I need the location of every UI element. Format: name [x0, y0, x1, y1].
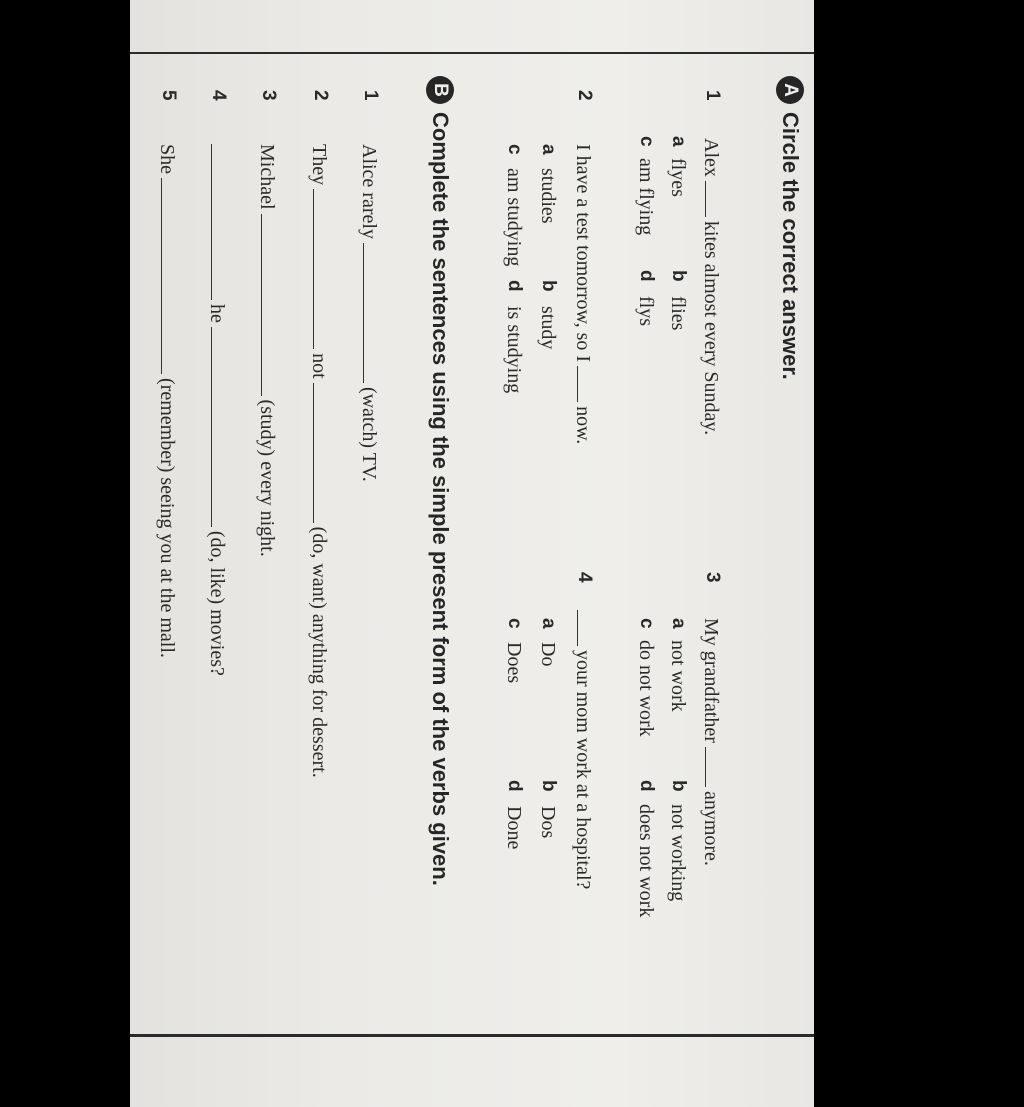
- item-3-part-2: (study) every night.: [256, 399, 278, 557]
- item-2-part-1: They: [308, 144, 330, 186]
- item-2-sentence: [307, 144, 332, 778]
- question-4-option-d[interactable]: Done: [503, 806, 525, 850]
- item-1-blank[interactable]: [363, 243, 382, 383]
- item-2-part-2: not: [308, 353, 330, 379]
- question-3-option-b[interactable]: not working: [667, 804, 689, 902]
- question-4-option-a[interactable]: Do: [537, 642, 559, 667]
- bottom-rule: [130, 1034, 814, 1037]
- question-1-number: 1: [702, 90, 723, 101]
- item-2-number: 2: [310, 90, 331, 101]
- question-2-before: I have a test tomorrow, so I: [572, 144, 594, 363]
- question-1-before: Alex: [700, 138, 722, 177]
- item-1-part-1: Alice rarely: [358, 144, 380, 239]
- question-4-option-d-letter: d: [504, 780, 525, 792]
- question-4-number: 4: [574, 572, 595, 583]
- question-2-after: now.: [572, 406, 594, 445]
- question-1-option-c[interactable]: am flying: [635, 158, 657, 236]
- question-2-blank: [577, 366, 596, 402]
- question-4-blank: [577, 610, 596, 646]
- item-3-blank[interactable]: [261, 214, 280, 396]
- item-3-sentence: [255, 144, 280, 557]
- question-1-option-b-letter: b: [668, 270, 689, 282]
- item-2-blank-2[interactable]: [313, 383, 332, 523]
- section-a-title: Circle the correct answer.: [778, 112, 803, 380]
- question-1-option-a-letter: a: [668, 136, 689, 147]
- top-rule: [130, 52, 814, 54]
- question-3-option-a[interactable]: not work: [667, 640, 689, 712]
- section-b-badge: B: [426, 76, 454, 104]
- question-2-option-a[interactable]: studies: [537, 168, 559, 224]
- question-4-option-b[interactable]: Dos: [537, 806, 559, 839]
- item-4-sentence: [205, 144, 230, 676]
- question-3-number: 3: [702, 572, 723, 583]
- question-3-stem: [699, 618, 724, 866]
- item-1-part-2: (watch) TV.: [358, 386, 380, 482]
- item-4-blank-1[interactable]: [211, 144, 230, 300]
- item-5-part-1: She: [156, 144, 178, 174]
- question-3-blank: [705, 747, 724, 787]
- question-2-option-b[interactable]: study: [537, 306, 559, 350]
- question-2-option-a-letter: a: [538, 144, 559, 155]
- item-3-part-1: Michael: [256, 144, 278, 210]
- item-5-blank[interactable]: [161, 178, 180, 374]
- item-4-number: 4: [208, 90, 229, 101]
- question-2-number: 2: [574, 90, 595, 101]
- item-5-part-2: (remember) seeing you at the mall.: [156, 378, 178, 658]
- question-4-option-a-letter: a: [538, 618, 559, 629]
- item-1-number: 1: [360, 90, 381, 101]
- item-3-number: 3: [258, 90, 279, 101]
- section-b-title: Complete the sentences using the simple present form of the verbs given.: [428, 112, 453, 886]
- question-2-option-c[interactable]: am studying: [503, 168, 525, 267]
- question-1-option-a[interactable]: flyes: [667, 158, 689, 197]
- question-1-blank: [705, 181, 724, 217]
- question-1-stem: [699, 138, 724, 435]
- question-1-option-c-letter: c: [636, 136, 657, 147]
- worksheet-content: [130, 62, 810, 1022]
- item-1-sentence: [357, 144, 382, 482]
- question-3-option-a-letter: a: [668, 618, 689, 629]
- item-4-part-3: (do, like) movies?: [206, 530, 228, 676]
- item-2-blank-1[interactable]: [313, 189, 332, 349]
- question-3-option-c[interactable]: do not work: [635, 640, 657, 737]
- question-3-option-d-letter: d: [636, 780, 657, 792]
- question-4-stem: [571, 610, 596, 889]
- question-2-option-d-letter: d: [504, 280, 525, 292]
- question-1-option-d-letter: d: [636, 270, 657, 282]
- question-4-after: your mom work at a hospital?: [572, 650, 594, 890]
- item-4-blank-2[interactable]: [211, 327, 230, 527]
- question-3-option-b-letter: b: [668, 780, 689, 792]
- question-3-before: My grandfather: [700, 618, 722, 743]
- item-4-part-2: he: [206, 304, 228, 323]
- item-2-part-3: (do, want) anything for dessert.: [308, 526, 330, 778]
- question-2-option-b-letter: b: [538, 280, 559, 292]
- question-2-stem: [571, 144, 596, 444]
- question-2-option-d[interactable]: is studying: [503, 306, 525, 394]
- item-5-number: 5: [158, 90, 179, 101]
- question-4-option-c-letter: c: [504, 618, 525, 629]
- question-4-option-c[interactable]: Does: [503, 642, 525, 684]
- question-1-option-d[interactable]: flys: [635, 296, 657, 326]
- question-2-option-c-letter: c: [504, 144, 525, 155]
- question-4-option-b-letter: b: [538, 780, 559, 792]
- question-3-option-d[interactable]: does not work: [635, 804, 657, 918]
- question-3-after: anymore.: [700, 790, 722, 866]
- item-5-sentence: [155, 144, 180, 658]
- question-3-option-c-letter: c: [636, 618, 657, 629]
- question-1-after: kites almost every Sunday.: [700, 220, 722, 436]
- section-a-badge: A: [776, 76, 804, 104]
- question-1-option-b[interactable]: flies: [667, 296, 689, 331]
